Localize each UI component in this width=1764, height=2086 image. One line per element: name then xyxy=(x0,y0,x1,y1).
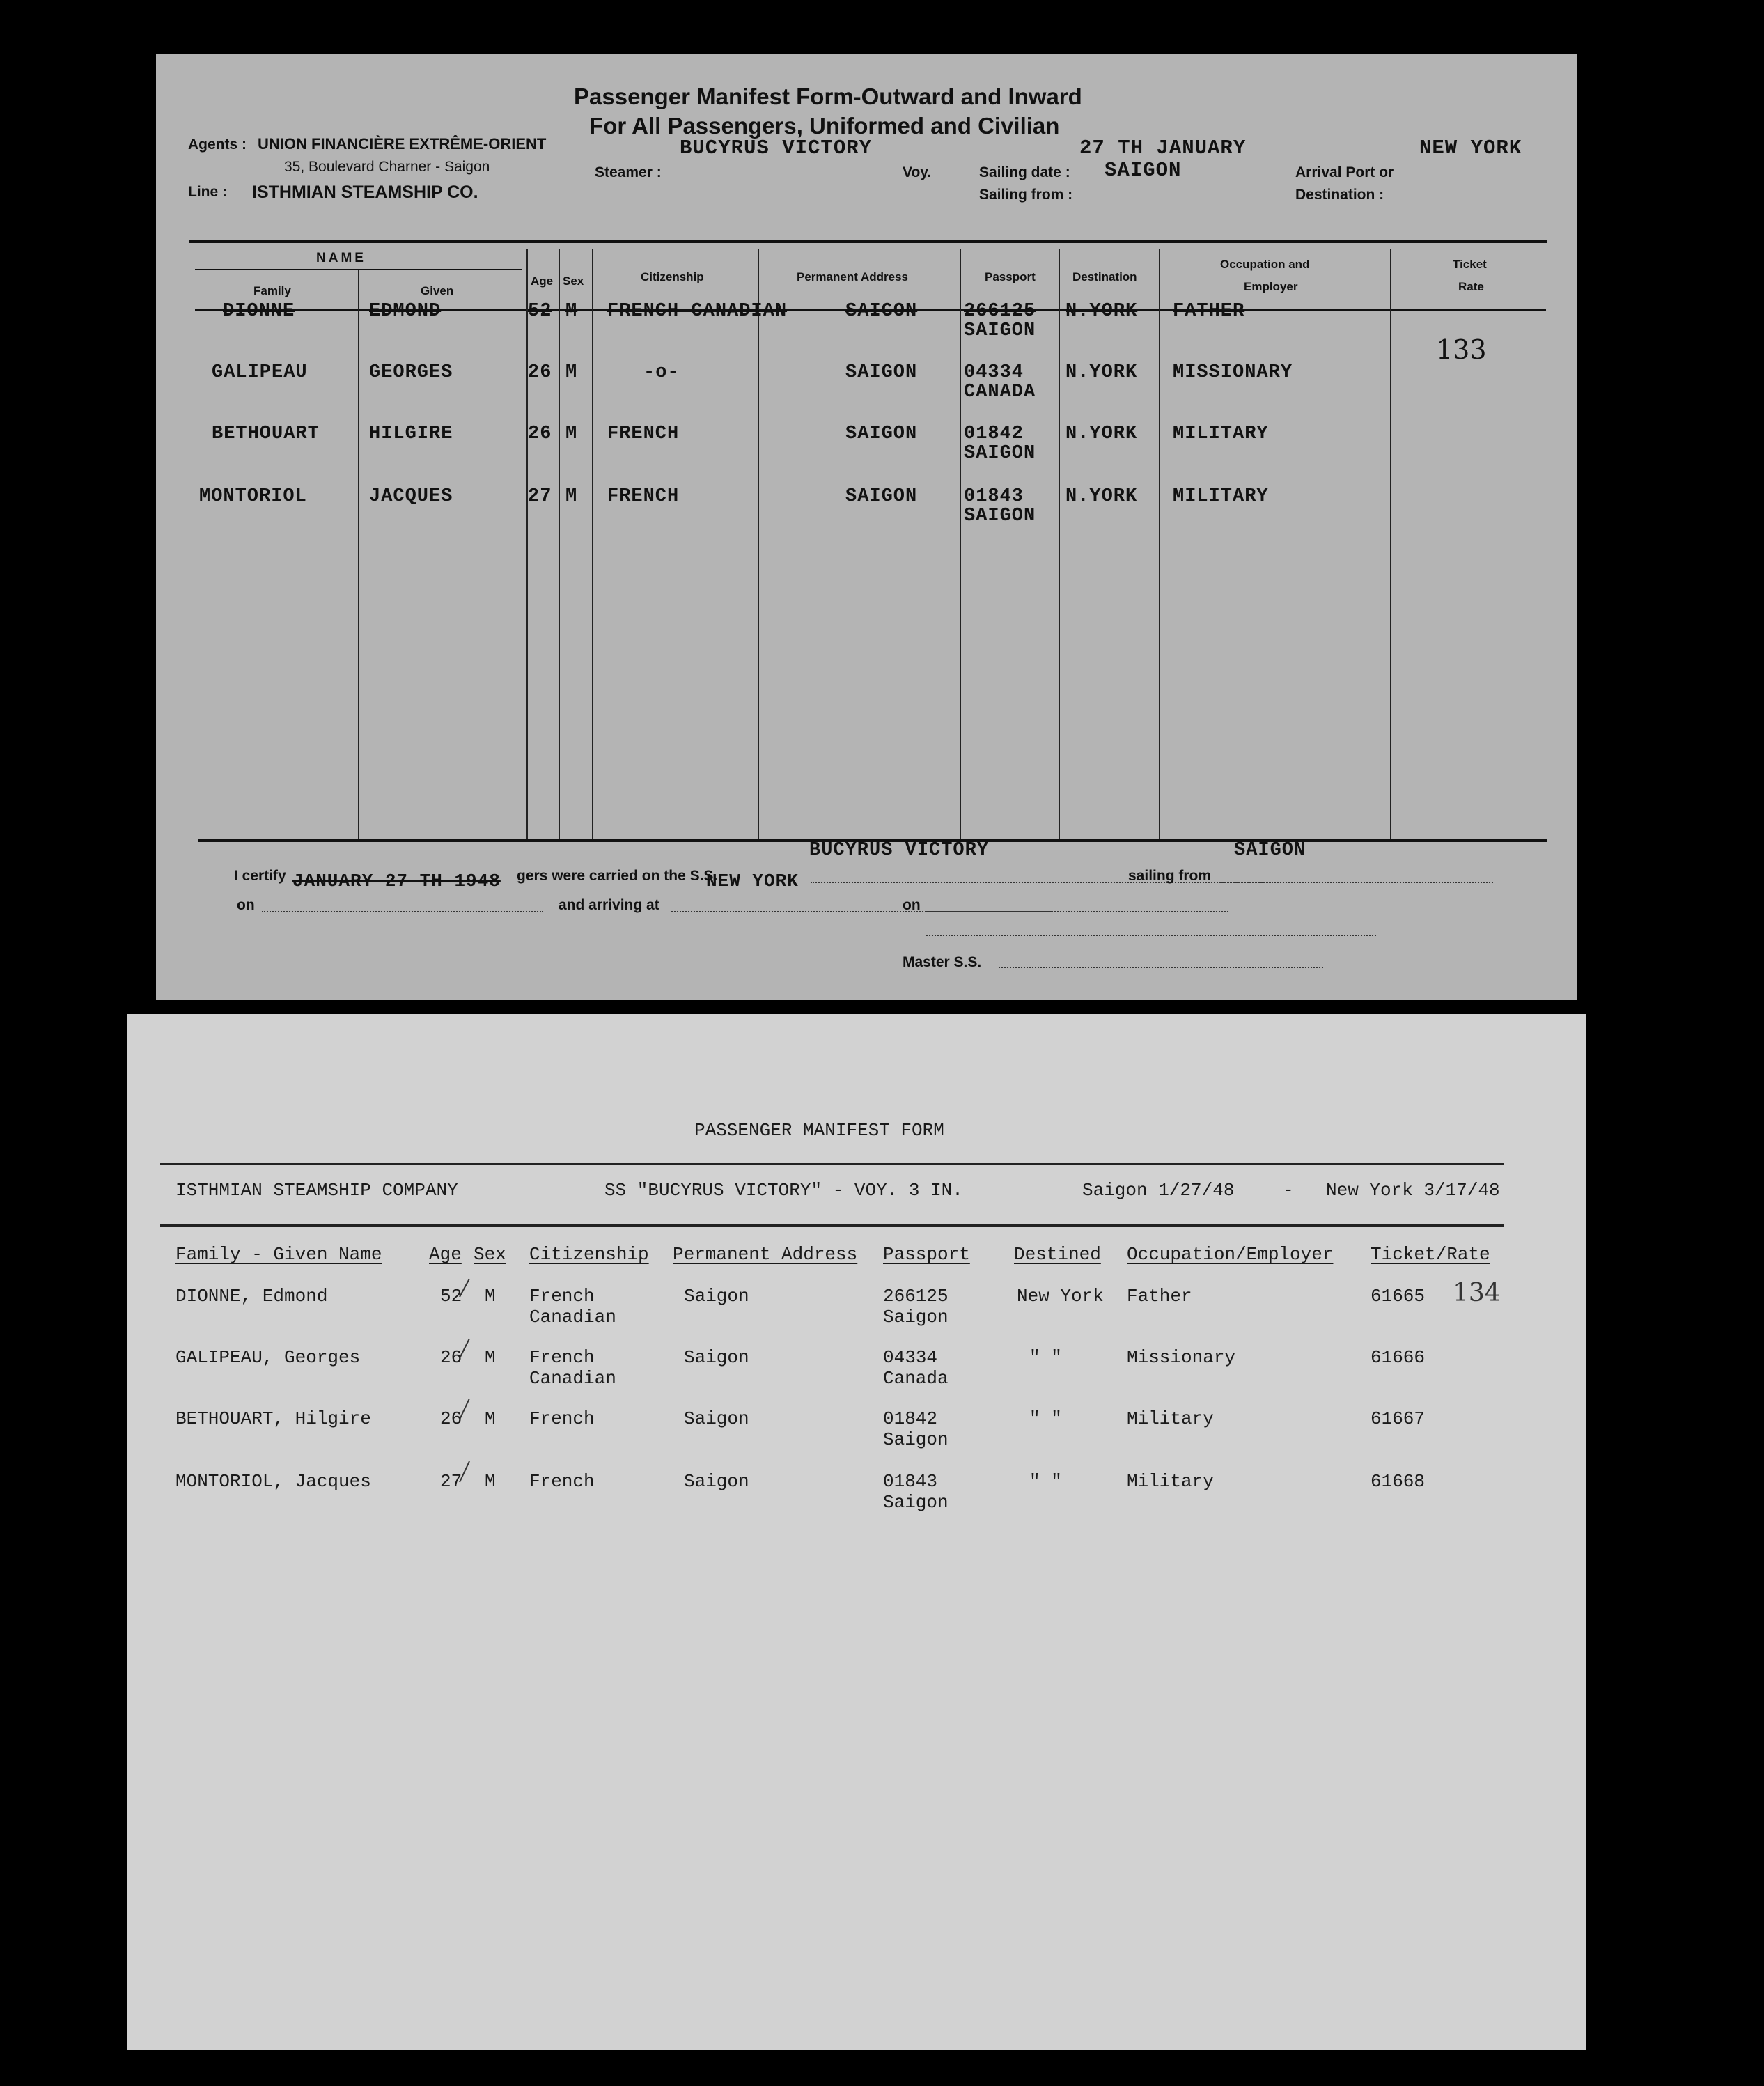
form-row-3-family: BETHOUART xyxy=(212,423,320,444)
form-row-3-age: 26 xyxy=(528,423,552,444)
form-row-4-age: 27 xyxy=(528,486,552,507)
form-row-2-address: SAIGON xyxy=(845,362,918,383)
form-row-2-sex: M xyxy=(565,362,578,383)
typed-row-4-name: MONTORIOL, Jacques xyxy=(175,1471,371,1492)
form-row-4-address: SAIGON xyxy=(845,486,918,507)
col-divider xyxy=(358,270,359,839)
certify-sailing-from: sailing from xyxy=(1128,868,1212,884)
typed-row-2-citizenship: French xyxy=(529,1347,595,1368)
typed-row-2-occupation: Missionary xyxy=(1127,1347,1236,1368)
col-destination: Destination xyxy=(1072,270,1137,283)
master-label: Master S.S. xyxy=(903,954,982,970)
form-row-1-family: DIONNE xyxy=(223,301,295,322)
form-row-1-sex: M xyxy=(565,301,578,322)
agents-value: UNION FINANCIÈRE EXTRÊME-ORIENT xyxy=(258,135,547,153)
form-row-2-passport-place: CANADA xyxy=(964,382,1036,403)
typed-row-1-passport-place: Saigon xyxy=(883,1307,949,1328)
typed-title: PASSENGER MANIFEST FORM xyxy=(694,1120,944,1141)
form-row-3-destination: N.YORK xyxy=(1066,423,1138,444)
typed-row-1-passport: 266125 xyxy=(883,1286,949,1307)
typed-row-3-passport: 01842 xyxy=(883,1408,938,1429)
typed-row-3-citizenship: French xyxy=(529,1408,595,1429)
form-row-3-passport: 01842 xyxy=(964,423,1024,444)
typed-row-1-occupation: Father xyxy=(1127,1286,1192,1307)
typed-row-1-citizenship-2: Canadian xyxy=(529,1307,616,1328)
typed-row-2-address: Saigon xyxy=(684,1347,749,1368)
form-row-2-passport: 04334 xyxy=(964,362,1024,383)
typed-vessel: SS "BUCYRUS VICTORY" - VOY. 3 IN. xyxy=(604,1180,963,1201)
voy-label: Voy. xyxy=(903,164,932,180)
col-divider xyxy=(1159,249,1160,839)
form-row-4-given: JACQUES xyxy=(369,486,453,507)
destination-value: NEW YORK xyxy=(1419,137,1522,159)
typed-row-4-sex: M xyxy=(485,1471,496,1492)
col-divider xyxy=(758,249,759,839)
on-label-2: on xyxy=(903,897,921,913)
typed-top-rule xyxy=(160,1163,1504,1165)
certify-destination: NEW YORK xyxy=(706,871,799,892)
form-title-line-1: Passenger Manifest Form-Outward and Inward xyxy=(574,84,1082,109)
manifest-transcription xyxy=(127,1014,1586,2050)
page-number-bottom: 134 xyxy=(1453,1279,1501,1307)
col-given: Given xyxy=(421,284,454,297)
typed-col-age: Age xyxy=(429,1244,462,1265)
typed-row-4-occupation: Military xyxy=(1127,1471,1214,1492)
steamer-value: BUCYRUS VICTORY xyxy=(680,137,873,159)
col-sex: Sex xyxy=(563,274,584,288)
form-row-4-family: MONTORIOL xyxy=(199,486,307,507)
line-label: Line : xyxy=(188,184,227,200)
form-row-3-sex: M xyxy=(565,423,578,444)
typed-row-2-ticket: 61666 xyxy=(1371,1347,1426,1368)
col-passport: Passport xyxy=(985,270,1036,283)
typed-row-1-age: 52 xyxy=(440,1286,462,1307)
typed-col-ticket: Ticket/Rate xyxy=(1371,1244,1490,1265)
form-row-2-age: 26 xyxy=(528,362,552,383)
line-value: ISTHMIAN STEAMSHIP CO. xyxy=(252,182,478,202)
typed-row-1-citizenship: French xyxy=(529,1286,595,1307)
form-row-2-destination: N.YORK xyxy=(1066,362,1138,383)
certify-prefix: I certify xyxy=(234,868,286,884)
arrival-port-label: Arrival Port or xyxy=(1295,164,1394,180)
typed-col-destined: Destined xyxy=(1014,1244,1101,1265)
typed-dash: - xyxy=(1283,1180,1294,1201)
typed-row-4-ticket: 61668 xyxy=(1371,1471,1426,1492)
form-row-2-given: GEORGES xyxy=(369,362,453,383)
age-check-marks xyxy=(127,1014,1586,2050)
col-divider xyxy=(559,249,560,839)
form-row-2-family: GALIPEAU xyxy=(212,362,308,383)
sailing-date-value: 27 TH JANUARY xyxy=(1079,137,1247,159)
form-row-3-occupation: MILITARY xyxy=(1173,423,1269,444)
typed-arrival: New York 3/17/48 xyxy=(1326,1180,1500,1201)
typed-row-3-ticket: 61667 xyxy=(1371,1408,1426,1429)
form-row-1-address: SAIGON xyxy=(845,301,918,322)
form-row-4-passport-place: SAIGON xyxy=(964,506,1036,527)
arriving-label: and arriving at xyxy=(559,897,659,913)
col-address: Permanent Address xyxy=(797,270,908,283)
col-divider xyxy=(1059,249,1060,839)
typed-col-citizenship: Citizenship xyxy=(529,1244,649,1265)
form-row-4-destination: N.YORK xyxy=(1066,486,1138,507)
col-divider xyxy=(1390,249,1391,839)
on-dotline-2 xyxy=(926,911,1228,912)
typed-row-2-citizenship-2: Canadian xyxy=(529,1368,616,1389)
typed-row-4-age: 27 xyxy=(440,1471,462,1492)
typed-row-2-passport-place: Canada xyxy=(883,1368,949,1389)
typed-row-3-sex: M xyxy=(485,1408,496,1429)
page-number-top: 133 xyxy=(1436,334,1487,365)
sailing-date-label: Sailing date : xyxy=(979,164,1070,180)
col-age: Age xyxy=(531,274,554,288)
typed-row-3-destined: " " xyxy=(1029,1408,1062,1429)
form-row-4-citizenship: FRENCH xyxy=(607,486,680,507)
typed-row-4-address: Saigon xyxy=(684,1471,749,1492)
form-row-2-occupation: MISSIONARY xyxy=(1173,362,1293,383)
agents-label: Agents : xyxy=(188,137,247,153)
typed-row-4-passport-place: Saigon xyxy=(883,1492,949,1513)
certify-from-value: SAIGON xyxy=(1234,840,1306,861)
typed-row-2-sex: M xyxy=(485,1347,496,1368)
col-ticket-1: Ticket xyxy=(1453,258,1487,271)
form-row-1-passport: 266125 xyxy=(964,301,1036,322)
destination-label: Destination : xyxy=(1295,187,1384,203)
form-title-line-2: For All Passengers, Uniformed and Civilian xyxy=(589,113,1060,139)
form-row-1-age: 52 xyxy=(528,301,552,322)
col-divider xyxy=(592,249,593,839)
typed-col-occupation: Occupation/Employer xyxy=(1127,1244,1334,1265)
form-row-3-address: SAIGON xyxy=(845,423,918,444)
sailing-from-dotline xyxy=(1221,882,1493,883)
col-divider xyxy=(960,249,961,839)
sailing-from-value: SAIGON xyxy=(1105,159,1182,182)
on-label: on xyxy=(237,897,255,913)
col-ticket-2: Rate xyxy=(1458,280,1484,293)
typed-row-2-name: GALIPEAU, Georges xyxy=(175,1347,361,1368)
on-dotline xyxy=(262,911,543,912)
form-row-4-passport: 01843 xyxy=(964,486,1024,507)
certify-steamer: BUCYRUS VICTORY xyxy=(809,840,990,861)
typed-row-4-destined: " " xyxy=(1029,1471,1062,1492)
steamer-label: Steamer : xyxy=(595,164,662,180)
typed-row-3-occupation: Military xyxy=(1127,1408,1214,1429)
typed-company: ISTHMIAN STEAMSHIP COMPANY xyxy=(175,1180,458,1201)
typed-row-1-sex: M xyxy=(485,1286,496,1307)
typed-row-2-passport: 04334 xyxy=(883,1347,938,1368)
typed-row-1-name: DIONNE, Edmond xyxy=(175,1286,328,1307)
form-row-3-passport-place: SAIGON xyxy=(964,443,1036,464)
typed-col-passport: Passport xyxy=(883,1244,970,1265)
col-occupation-1: Occupation and xyxy=(1220,258,1310,271)
typed-row-4-passport: 01843 xyxy=(883,1471,938,1492)
typed-row-2-destined: " " xyxy=(1029,1347,1062,1368)
typed-row-3-name: BETHOUART, Hilgire xyxy=(175,1408,371,1429)
col-family: Family xyxy=(253,284,291,297)
typed-row-3-age: 26 xyxy=(440,1408,462,1429)
typed-row-3-address: Saigon xyxy=(684,1408,749,1429)
form-row-1-citizenship: FRENCH CANADIAN xyxy=(607,301,788,322)
typed-row-1-ticket: 61665 xyxy=(1371,1286,1426,1307)
form-row-1-occupation: FATHER xyxy=(1173,301,1245,322)
agents-address: 35, Boulevard Charner - Saigon xyxy=(284,159,490,175)
form-row-2-citizenship: -o- xyxy=(643,362,680,383)
col-occupation-2: Employer xyxy=(1244,280,1298,293)
typed-row-2-age: 26 xyxy=(440,1347,462,1368)
typed-col-name: Family - Given Name xyxy=(175,1244,382,1265)
form-row-1-given: EDMOND xyxy=(369,301,442,322)
certify-date: JANUARY 27 TH 1948 xyxy=(292,871,501,892)
master-dotline xyxy=(999,967,1323,968)
typed-row-4-citizenship: French xyxy=(529,1471,595,1492)
header-rule xyxy=(189,240,1547,243)
col-citizenship: Citizenship xyxy=(641,270,704,283)
typed-departure: Saigon 1/27/48 xyxy=(1082,1180,1235,1201)
typed-second-rule xyxy=(160,1224,1504,1227)
form-row-3-given: HILGIRE xyxy=(369,423,453,444)
extra-dotline xyxy=(926,935,1376,936)
sailing-from-label: Sailing from : xyxy=(979,187,1073,203)
certify-middle: gers were carried on the S.S. xyxy=(517,868,718,884)
typed-row-1-destined: New York xyxy=(1017,1286,1104,1307)
manifest-form-original xyxy=(156,54,1577,1000)
typed-col-sex: Sex xyxy=(474,1244,506,1265)
form-row-1-destination: N.YORK xyxy=(1066,301,1138,322)
form-row-3-citizenship: FRENCH xyxy=(607,423,680,444)
col-divider xyxy=(526,249,528,839)
form-row-4-occupation: MILITARY xyxy=(1173,486,1269,507)
form-row-1-passport-place: SAIGON xyxy=(964,320,1036,341)
typed-row-3-passport-place: Saigon xyxy=(883,1429,949,1450)
typed-col-address: Permanent Address xyxy=(673,1244,858,1265)
form-row-4-sex: M xyxy=(565,486,578,507)
typed-row-1-address: Saigon xyxy=(684,1286,749,1307)
col-name: NAME xyxy=(316,251,366,265)
